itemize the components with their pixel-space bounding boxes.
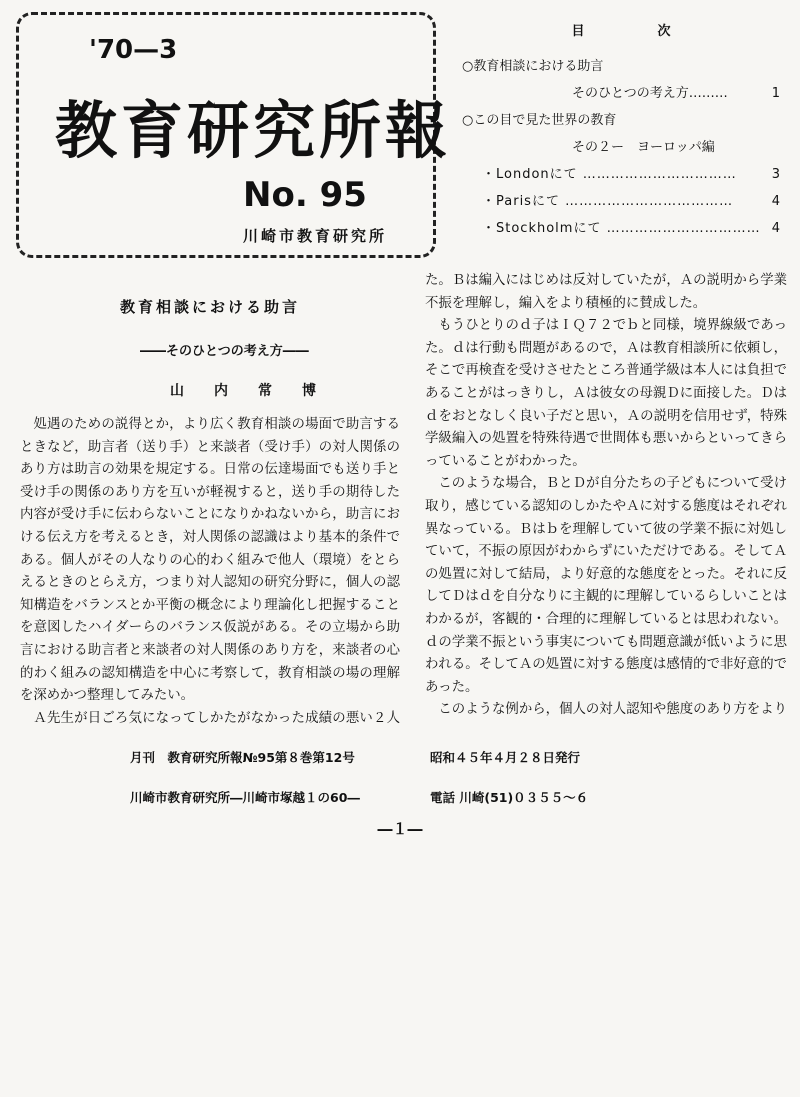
toc-item — [462, 188, 780, 215]
toc-item — [462, 161, 780, 188]
footer-monthly: 月刊 教育研究所報№95第８巻第12号 — [130, 750, 355, 765]
issue-date: '70—3 — [89, 35, 178, 65]
paragraph: もうひとりのｄ子はＩＱ７２でｂと同様，境界線級であった。ｄは行動も問題があるので，Ａは教育相談所に依頼し，そこで再検査を受けさせたところ普通学級は本人には負担であることがはっきりし，Ａは彼女の母親Ｄに面接した。Ｄはｄをおとなしく良い子だと思い，Ａの説明を信用せず，特殊学級編入の処置を特殊待遇で世間体も悪いからといってきらっていることがわかった。 — [425, 318, 787, 469]
paragraph: Ａ先生が日ごろ気になってしかたがなかった成績の悪い２人 — [33, 710, 400, 726]
toc-page-number: 4 — [771, 221, 780, 236]
footer-issue-date: 昭和４５年４月２８日発行 — [430, 750, 581, 765]
article-column-right — [425, 270, 787, 722]
toc-page-number: 1 — [771, 86, 780, 101]
toc-item-text: ○教育相談における助言 — [462, 59, 604, 74]
paragraph: このような例から，個人の対人認知や態度のあり方をより — [438, 702, 787, 718]
masthead — [16, 12, 452, 258]
toc-item-text: その２ー ヨーロッパ編 — [572, 140, 715, 155]
article-column-left — [20, 414, 400, 726]
toc-page-number: 4 — [771, 194, 780, 209]
toc-item-text: ・Stockholmにて …………………………… — [482, 221, 761, 236]
table-of-contents — [462, 20, 780, 242]
footer-address: 川崎市教育研究所―川崎市塚越１の60― — [130, 790, 360, 805]
article-title: 教育相談における助言 — [120, 298, 301, 316]
toc-item — [462, 134, 780, 161]
toc-heading: 目 次 — [571, 24, 701, 39]
page-number: ―１― — [377, 820, 423, 838]
paragraph: た。Ｂは編入にはじめは反対していたが，Ａの説明から学業不振を理解し，編入をより積極的に賛成した。 — [425, 273, 787, 311]
toc-item-text: ・Londonにて …………………………… — [482, 167, 737, 182]
toc-item — [462, 215, 780, 242]
toc-item-text: そのひとつの考え方……… — [572, 86, 728, 101]
toc-item-text: ○この目で見た世界の教育 — [462, 113, 617, 128]
article-subtitle: ――そのひとつの考え方―― — [140, 344, 309, 359]
publisher-name: 川崎市教育研究所 — [243, 227, 388, 245]
journal-title: 教育研究所報 — [55, 94, 452, 167]
toc-item — [462, 107, 780, 134]
toc-item — [462, 80, 780, 107]
article-author: 山内常博 — [170, 383, 346, 399]
toc-item-text: ・Parisにて ……………………………… — [482, 194, 734, 209]
footer-phone: 電話 川崎(51)０３５５～６ — [430, 790, 589, 805]
paragraph: 処遇のための説得とか，より広く教育相談の場面で助言するときなど，助言者（送り手）と来談者（受け手）の対人関係のあり方は助言の効果を規定する。日常の伝達場面でも送り手と受け手の関係のあり方を互いが軽視すると，送り手の期待した内容が受け手に伝わらないことになりかねないから，助言における伝え方を考えるとき，対人関係の認識はより基本的条件である。個人がその人なりの心的わく組みで他人（環境）をとらえるときのとらえ方，つまり対人認知の研究分野に，個人の認知構造をバランスとか平衡の概念により理論化し把握することを意図したハイダーらのバランス仮説がある。その立場から助言における助言者と来談者の対人関係のあり方を，来談者の心的わく組みの認知構造を中心に考察して，教育相談の場の理解を深めかつ整理してみたい。 — [20, 417, 400, 704]
toc-item — [462, 53, 780, 80]
issue-number: No. 95 — [243, 175, 367, 215]
toc-page-number: 3 — [771, 167, 780, 182]
paragraph: このような場合，ＢとＤが自分たちの子どもについて受け取り，感じている認知のしかたやＡに対する態度はそれぞれ異なっている。Ｂはｂを理解していて彼の学業不振に対処していて，不振の原因がわからずにいただけである。そしてＡの処置に対して結局，より好意的な態度をとった。それに反してＤはｄを自分なりに主観的に理解しているらしいことはわかるが，客観的・合理的に理解しているとは思われない。ｄの学業不振という事実についても問題意識が低いように思われる。そしてＡの処置に対する態度は感情的で非好意的であった。 — [425, 476, 787, 695]
